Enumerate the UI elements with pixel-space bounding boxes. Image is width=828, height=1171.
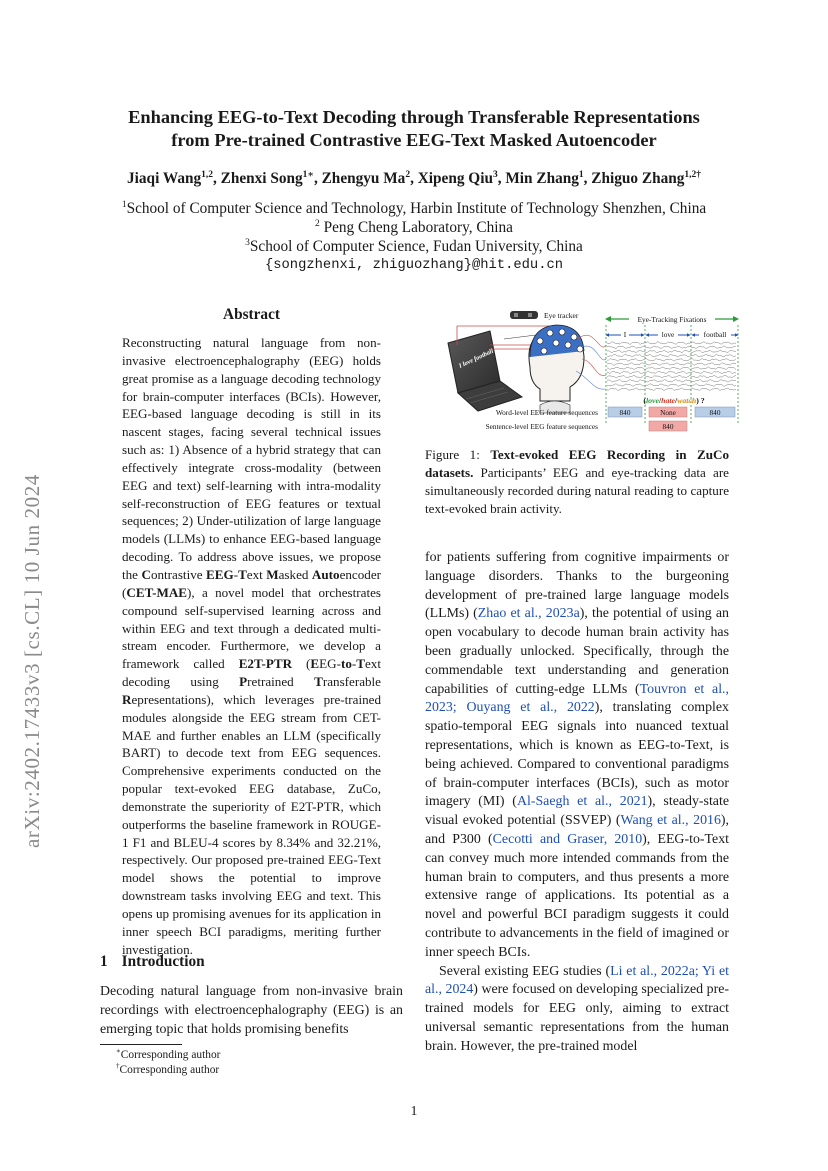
eye-tracker-icon: [510, 311, 538, 319]
eeg-trace: [607, 350, 736, 353]
caption-bold: Text-evoked EEG Recording in ZuCo datasets.: [425, 447, 729, 480]
eeg-waveforms: [607, 342, 736, 391]
author-name: Jiaqi Wang: [127, 170, 202, 187]
affiliation-text: Peng Cheng Laboratory, China: [319, 219, 513, 236]
eeg-trace: [607, 367, 736, 370]
word-level-label: Word-level EEG feature sequences: [495, 408, 598, 417]
citation-link[interactable]: Wang et al., 2016: [620, 813, 721, 829]
citation-link[interactable]: Touvron et al., 2023; Ouyang et al., 2022: [425, 681, 729, 716]
word-question: (love/hate/watch) ?: [643, 396, 705, 405]
eye-tracker-label: Eye tracker: [544, 311, 579, 320]
tracker-line: [504, 335, 536, 339]
fixations-label: Eye-Tracking Fixations: [637, 315, 707, 324]
eeg-trace: [607, 371, 736, 374]
paragraph: Several existing EEG studies (Li et al., 2022a; Yi et al., 2024) were focused on developing specialized pre-trained models for EEG only, aiming to extract universal semantic representations from the human brain. However, the pre-trained model: [425, 963, 729, 1054]
author-name: Min Zhang: [505, 170, 579, 187]
affiliation-3: [60, 237, 768, 256]
introduction-text: Decoding natural language from non-invasive brain recordings with electroencephalography (EEG) is an emerging topic that holds promising benefits: [100, 984, 403, 1037]
sentence-level-label: Sentence-level EEG feature sequences: [485, 422, 598, 431]
abstract-text: Reconstructing natural language from non-invasive electroencephalography (EEG) holds great promise as a language decoding technology for brain-computer interfaces (BCIs). However, EEG-based language decoding is still in its nascent stages, facing several technical issues such as: 1) Absence of a hybrid strategy that can effectively integrate cross-modality (between EEG and text) self-learning with intra-modality self-reconstruction of EEG features or textual sequences; 2) Under-utilization of large language models (LLMs) to enhance EEG-based language decoding. To address above issues, we propose the Contrastive EEG-Text Masked Autoencoder (CET-MAE), a novel model that orchestrates compound self-supervised learning across and within EEG and text through a dedicated multi-stream encoder. Furthermore, we develop a framework called E2T-PTR (EEG-to-Text decoding using Pretrained Transferable Representations), which leverages pre-trained modules alongside the EEG stream from CET-MAE and further enables an LLM (specifically BART) to decode text from EEG sequences. Comprehensive experiments conducted on the popular text-evoked EEG database, ZuCo, demonstrate the superiority of E2T-PTR, which outperforms the baseline framework in ROUGE-1 F1 and BLEU-4 scores by 8.34% and 32.21%, respectively. Our proposed pre-trained EEG-Text model shows the potential to improve downstream tasks involving EEG and text. This opens up promising avenues for its application in inner speech BCI paradigms, meriting further investigation.: [122, 335, 381, 957]
figure-1-diagram: [444, 305, 749, 433]
eeg-trace: [607, 384, 736, 387]
word-feature-value: 840: [619, 408, 631, 417]
footnotes: [116, 1048, 220, 1079]
right-column-text: [425, 549, 729, 1057]
author-name: Xipeng Qiu: [417, 170, 493, 187]
author-mark: 1,2†: [684, 169, 701, 180]
section-number: 1: [100, 953, 108, 970]
arxiv-stamp: arXiv:2402.17433v3 [cs.CL] 10 Jun 2024: [20, 474, 44, 848]
eeg-trace: [607, 346, 736, 349]
author-list: Jiaqi Wang$^{1,2}$, Zhenxi Song$^{1∗}$, Zhengyu Ma$^2$, Xipeng Qiu$^3$, Min Zhang$^1$, Zhiguo Zhang$^{1,2\dagger}$: [127, 169, 701, 187]
citation-link[interactable]: Al-Saegh et al., 2021: [516, 794, 648, 810]
eeg-cap-head-icon: [529, 325, 606, 413]
author-mark: 1: [578, 169, 584, 180]
footnote-divider: [100, 1044, 182, 1045]
eeg-trace: [607, 354, 736, 357]
caption-text: Participants’ EEG and eye-tracking data are simultaneously recorded during natural reading to capture text-evoked brain activity.: [425, 465, 729, 516]
author-mark: 2: [405, 169, 411, 180]
eeg-trace: [607, 388, 736, 391]
footnote: ∗Corresponding author: [116, 1047, 221, 1061]
citation-link[interactable]: Li et al., 2022a; Yi et al., 2024: [425, 963, 729, 998]
affiliation-text: School of Computer Science and Technology, Harbin Institute of Technology Shenzhen, China: [126, 200, 707, 217]
word-label: I: [623, 330, 627, 339]
citation-link[interactable]: Cecotti and Graser, 2010: [492, 831, 643, 847]
word-label: love: [661, 330, 675, 339]
affiliation-1: [60, 199, 768, 218]
caption-label: Figure 1:: [425, 447, 491, 462]
screen-text: I love football: [457, 347, 495, 370]
author-emails[interactable]: {songzhenxi, zhiguozhang}@hit.edu.cn: [264, 258, 564, 273]
affiliation-2: [60, 218, 768, 237]
author-mark: 3: [492, 169, 498, 180]
title-line-2: from Pre-trained Contrastive EEG-Text Masked Autoencoder: [171, 130, 657, 150]
laptop-icon: [448, 331, 522, 411]
author-mark: 1,2: [201, 169, 213, 180]
abstract-heading: Abstract: [223, 306, 280, 323]
eeg-trace: [607, 358, 736, 361]
affiliations: [60, 199, 768, 275]
page-number: 1: [410, 1104, 418, 1119]
introduction-heading: [100, 953, 205, 971]
eeg-trace: [607, 375, 736, 378]
paper-title: [60, 106, 768, 152]
affiliation-mark: 2: [315, 218, 320, 229]
word-label: football: [703, 330, 727, 339]
author-mark: 1∗: [302, 169, 314, 180]
eeg-trace: [607, 379, 736, 382]
word-feature-value: None: [660, 408, 676, 417]
footnote: †Corresponding author: [116, 1062, 220, 1077]
author-name: Zhengyu Ma: [321, 170, 406, 187]
word-feature-value: 840: [709, 408, 721, 417]
eeg-trace: [607, 363, 736, 366]
author-name: Zhenxi Song: [220, 170, 303, 187]
eeg-trace: [607, 342, 736, 345]
affiliation-mark: 1: [121, 199, 127, 210]
sentence-feature-value: 840: [662, 422, 674, 431]
affiliation-mark: 3: [245, 237, 250, 248]
figure-caption: [425, 446, 729, 518]
section-title: Introduction: [121, 953, 205, 970]
author-name: Zhiguo Zhang: [591, 170, 685, 187]
affiliation-text: School of Computer Science, Fudan University, China: [249, 238, 583, 255]
paragraph: for patients suffering from cognitive impairments or language disorders. Thanks to the burgeoning development of pre-trained large language models (LLMs) (Zhao et al., 2023a), the potential of using an open vocabulary to decode human brain activity has been gradually unlocked. Specifically, through the commendable text understanding and generation capabilities of cutting-edge LLMs (Touvron et al., 2023; Ouyang et al., 2022), translating complex spatio-temporal EEG signals into nuanced textual representations, which is known as EEG-to-Text, is being achieved. Compared to conventional paradigms of brain-computer interfaces (BCIs), such as motor imagery (MI) (Al-Saegh et al., 2021), steady-state visual evoked potential (SSVEP) (Wang et al., 2016), and P300 (Cecotti and Graser, 2010), EEG-to-Text can convey much more intended commands from the human brain to computers, and thus presents a more extensive range of applications. Its potential as a novel and powerful BCI paradigm suggests it could contribute to advancements in the field of imagined or inner speech BCIs.: [425, 550, 730, 960]
citation-link[interactable]: Zhao et al., 2023a: [477, 606, 580, 622]
title-line-1: Enhancing EEG-to-Text Decoding through Transferable Representations: [128, 107, 700, 127]
